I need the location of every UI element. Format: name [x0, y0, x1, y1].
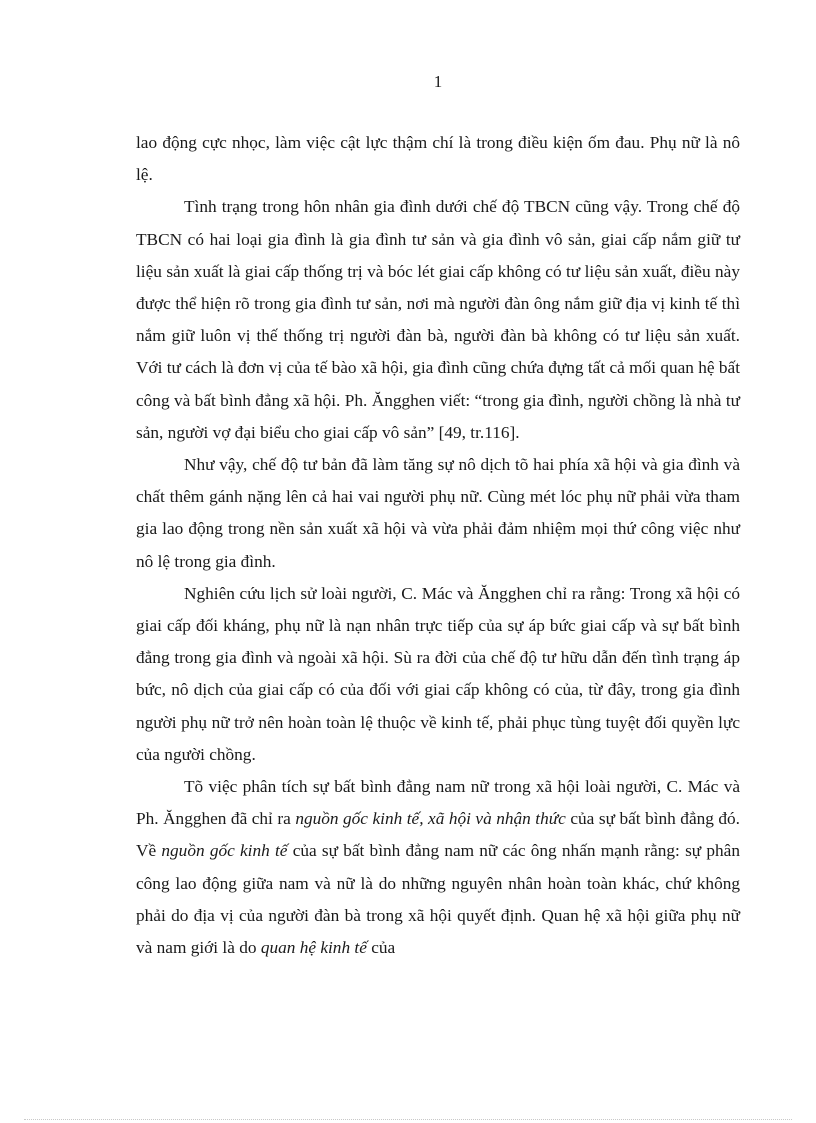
paragraph-5-text-2: của sự bất bình đẳng đó. Về: [136, 809, 740, 861]
paragraph-5-text-4: của: [371, 938, 396, 958]
page-number: 1: [433, 72, 443, 91]
paragraph-1: lao động cực nhọc, làm việc cật lực thậm chí là trong điều kiện ốm đau. Phụ nữ là nô lệ.: [136, 133, 740, 185]
paragraph-5-text-3: của sự bất bình đẳng nam nữ các ông nhấn mạnh rằng: sự phân công lao động giữa nam và nữ là do những nguyên nhân hoàn toàn khác, chứ không phải do địa vị của người đàn bà trong xã hội quyết định. Quan hệ xã hội giữa phụ nữ và nam giới là do: [136, 841, 740, 958]
paragraph-4: Nghiên cứu lịch sử loài người, C. Mác và Ăngghen chỉ ra rằng: Trong xã hội có giai cấp đối kháng, phụ nữ là nạn nhân trực tiếp của sự áp bức giai cấp và sự bất bình đẳng trong gia đình và ngoài xã hội. Sù ra đời của chế độ tư hữu dẫn đến tình trạng áp bức, nô dịch của giai cấp có của đối với giai cấp không có của, từ đây, trong gia đình người phụ nữ trở nên hoàn toàn lệ thuộc về kinh tế, phải phục tùng tuyệt đối quyền lực của người chồng.: [136, 583, 740, 764]
paragraph-2: Tình trạng trong hôn nhân gia đình dưới chế độ TBCN cũng vậy. Trong chế độ TBCN có hai loại gia đình là gia đình tư sản và gia đình vô sản, giai cấp nắm giữ tư liệu sản xuất là giai cấp thống trị và bóc lét giai cấp không có tư liệu sản xuất, điều này được thể hiện rõ trong gia đình tư sản, nơi mà người đàn ông nắm giữ địa vị kinh tế thì nắm giữ luôn vị thế thống trị người đàn bà, người đàn bà không có tư liệu sản xuất. Với tư cách là đơn vị của tế bào xã hội, gia đình cũng chứa đựng tất cả mối quan hệ bất công và bất bình đẳng xã hội. Ph. Ăngghen viết: “trong gia đình, người chồng là nhà tư sản, người vợ đại biểu cho giai cấp vô sản” [49, tr.116].: [136, 197, 740, 442]
page-bottom-divider: [24, 1119, 792, 1120]
paragraph-5-italic-2: nguồn gốc kinh tế: [161, 841, 288, 861]
paragraph-5-text-1: Tõ việc phân tích sự bất bình đẳng nam nữ trong xã hội loài người, C. Mác và Ph. Ăngghen đã chỉ ra: [136, 777, 740, 829]
paragraph-3: Như vậy, chế độ tư bản đã làm tăng sự nô dịch tõ hai phía xã hội và gia đình và chất thêm gánh nặng lên cả hai vai người phụ nữ. Cùng mét lóc phụ nữ phải vừa tham gia lao động trong nền sản xuất xã hội và vừa phải đảm nhiệm mọi thứ công việc như nô lệ trong gia đình.: [136, 455, 740, 571]
paragraph-5-italic-3: quan hệ kinh tế: [260, 938, 367, 958]
body-text: [136, 127, 740, 964]
paragraph-5: [136, 771, 740, 964]
paragraph-5-italic-1: nguồn gốc kinh tế, xã hội và nhận thức: [295, 809, 566, 829]
